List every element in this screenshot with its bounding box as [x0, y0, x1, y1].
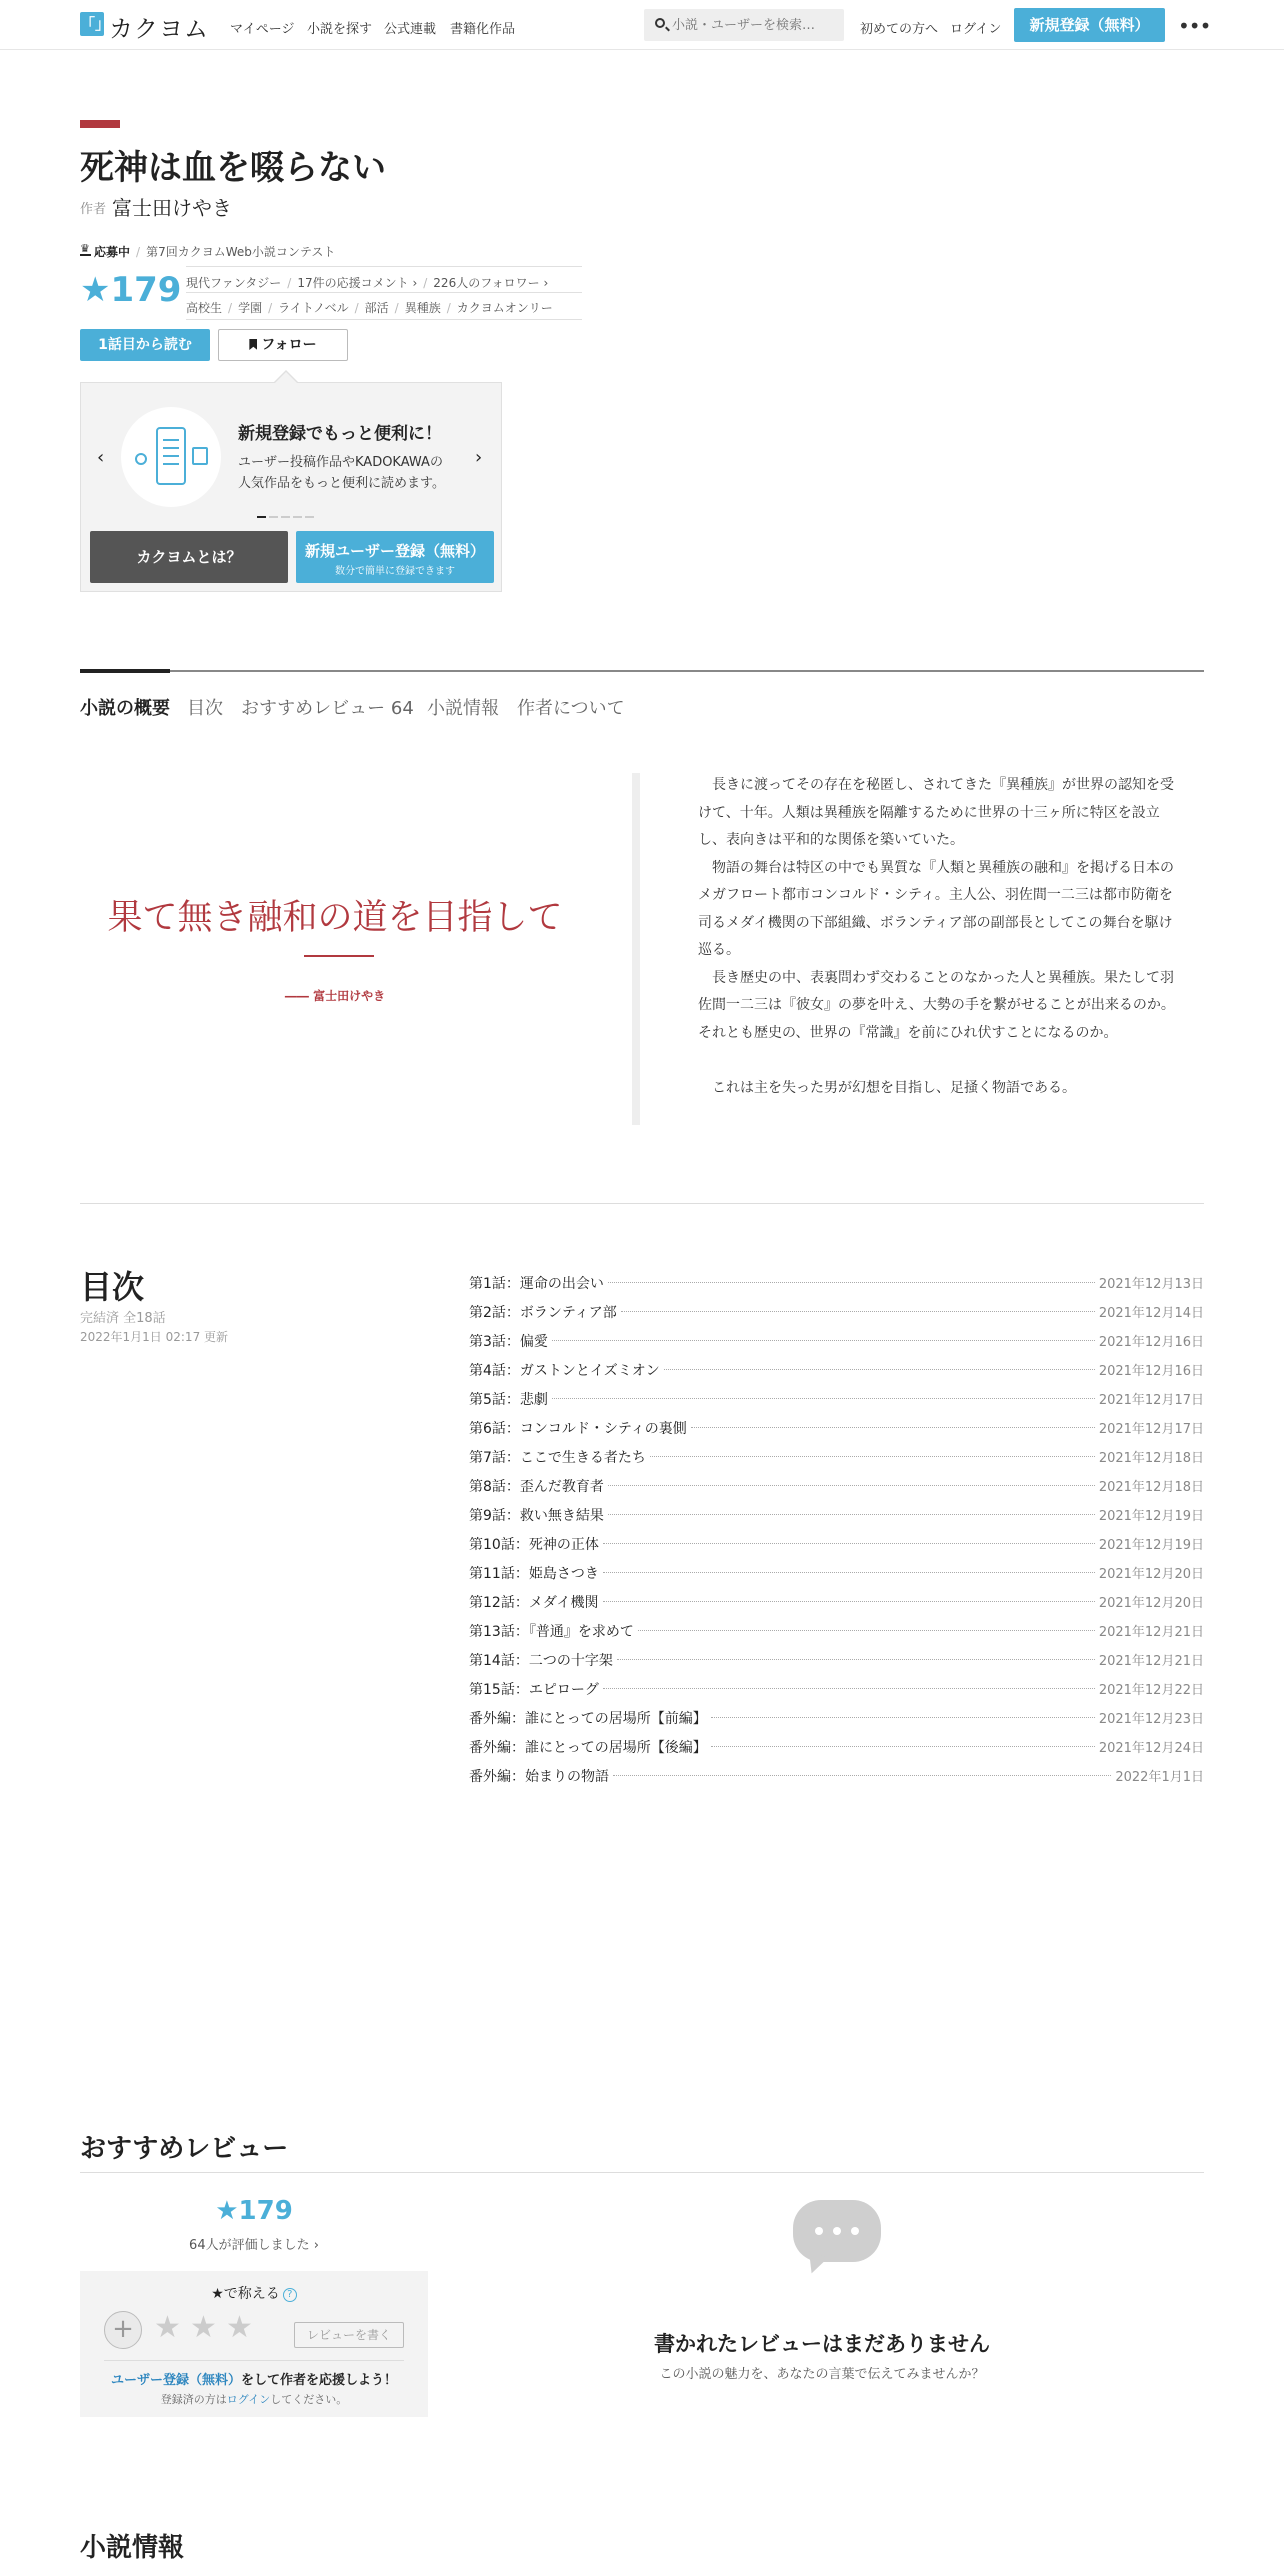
tag-link[interactable]: ライトノベル [278, 301, 349, 315]
toc-episode[interactable] [469, 1471, 1204, 1500]
contest-link[interactable]: 第7回カクヨムWeb小説コンテスト [146, 245, 336, 259]
leader-dots [638, 1630, 1095, 1631]
bubble-dot [851, 2227, 859, 2235]
novel-info-title: 小説情報 [80, 2533, 185, 2563]
promo-pointer-inner [274, 372, 298, 384]
leader-dots [603, 1543, 1095, 1544]
write-review-button[interactable]: レビューを書く [294, 2322, 404, 2348]
star-score[interactable]: ★179 [80, 270, 182, 310]
leader-dots [664, 1369, 1095, 1370]
toc-episode[interactable] [469, 1558, 1204, 1587]
separator: / [228, 301, 233, 315]
episode-title: 第4話：ガストンとイズミオン [469, 1360, 662, 1380]
episode-date: 2021年12月18日 [1098, 1480, 1204, 1495]
tab-overview[interactable]: 小説の概要 [80, 698, 170, 719]
chevron-right-icon[interactable]: › [475, 447, 483, 468]
praise-label [80, 2283, 428, 2303]
episode-title: 第3話：偏愛 [469, 1331, 550, 1351]
separator: / [287, 276, 292, 290]
tab-reviews[interactable]: おすすめレビュー 64 [241, 698, 414, 719]
separator: / [354, 301, 359, 315]
episode-title: 第6話：コンコルド・シティの裏側 [469, 1418, 689, 1438]
episode-date: 2021年12月21日 [1098, 1654, 1204, 1669]
read-first-episode-button[interactable]: 1話目から読む [80, 329, 210, 361]
separator: / [268, 301, 273, 315]
star-icon[interactable]: ★ [226, 2310, 253, 2345]
episode-date: 2021年12月17日 [1098, 1422, 1204, 1437]
crown-icon [80, 247, 91, 256]
leader-dots [608, 1485, 1095, 1486]
promo-signup-sublabel: 数分で簡単に登録できます [335, 566, 455, 577]
separator: / [136, 245, 141, 259]
carousel-dot[interactable] [305, 516, 314, 518]
site-header [0, 0, 1284, 50]
toc-list [469, 1268, 1204, 1790]
episode-date: 2021年12月13日 [1098, 1277, 1204, 1292]
phone-icon [156, 427, 186, 485]
divider [186, 319, 582, 320]
nav-mypage[interactable]: マイページ [230, 22, 295, 37]
signup-button[interactable]: 新規登録（無料） [1014, 8, 1165, 42]
episode-date: 2021年12月19日 [1098, 1509, 1204, 1524]
toc-episode[interactable] [469, 1326, 1204, 1355]
leader-dots [650, 1456, 1095, 1457]
title-accent-bar [80, 120, 120, 128]
leader-dots [603, 1601, 1095, 1602]
review-login-link[interactable]: ログイン [226, 2393, 271, 2406]
leader-dots [608, 1282, 1095, 1283]
work-title[interactable]: 死神は血を啜らない [80, 148, 386, 188]
episode-date: 2021年12月16日 [1098, 1335, 1204, 1350]
review-cta-text: をして作者を応援しよう！ [241, 2373, 398, 2388]
episode-title: 第15話：エピローグ [469, 1679, 601, 1699]
leader-dots [552, 1340, 1095, 1341]
toc-episode[interactable] [469, 1587, 1204, 1616]
episode-title: 第10話：死神の正体 [469, 1534, 601, 1554]
toc-updated: 2022年1月1日 02:17 更新 [80, 1330, 229, 1344]
toc-status: 完結済 全18話 [80, 1311, 166, 1326]
meta-row [186, 274, 548, 291]
episode-title: 番外編：誰にとっての居場所【前編】 [469, 1708, 709, 1728]
catchphrase-divider [304, 955, 374, 957]
leader-dots [552, 1398, 1095, 1399]
episode-title: 第9話：救い無き結果 [469, 1505, 606, 1525]
contest-row [80, 243, 335, 260]
review-count-label: 64人が評価しました [189, 2238, 310, 2253]
episode-date: 2021年12月23日 [1098, 1712, 1204, 1727]
genre-link[interactable]: 現代ファンタジー [186, 276, 282, 290]
toc-episode[interactable] [469, 1529, 1204, 1558]
leader-dots [711, 1746, 1095, 1747]
toc-episode[interactable] [469, 1674, 1204, 1703]
leader-dots [617, 1659, 1095, 1660]
login-prompt [80, 2391, 428, 2407]
toc-title: 目次 [80, 1268, 145, 1306]
carousel-dot[interactable] [269, 516, 278, 518]
toc-episode[interactable] [469, 1616, 1204, 1645]
leader-dots [613, 1775, 1111, 1776]
plus-icon[interactable]: + [104, 2311, 142, 2349]
tag-link[interactable]: 部活 [364, 301, 389, 315]
author-label: 作者 [80, 202, 107, 217]
episode-date: 2021年12月18日 [1098, 1451, 1204, 1466]
introduction-text [698, 772, 1180, 1102]
tab-novel-info[interactable]: 小説情報 [427, 698, 499, 719]
comments-link[interactable]: 17件の応援コメント [297, 276, 409, 290]
carousel-dots [257, 516, 317, 520]
episode-date: 2022年1月1日 [1115, 1770, 1204, 1785]
episode-title: 第12話：メダイ機関 [469, 1592, 601, 1612]
user-signup-link[interactable]: ユーザー登録（無料） [110, 2373, 241, 2388]
episode-date: 2021年12月17日 [1098, 1393, 1204, 1408]
followers-link[interactable]: 226人のフォロワー [433, 276, 540, 290]
leader-dots [691, 1427, 1095, 1428]
episode-title: 番外編：誰にとっての居場所【後編】 [469, 1737, 709, 1757]
episode-title: 番外編：始まりの物語 [469, 1766, 611, 1786]
toc-episode[interactable] [469, 1384, 1204, 1413]
episode-date: 2021年12月20日 [1098, 1567, 1204, 1582]
intro-paragraph: 長き歴史の中、表裏問わず交わることのなかった人と異種族。果たして羽佐間一二三は『彼女』の夢を叶え、大勢の手を繋がせることが出来るのか。それとも歴史の、世界の『常識』を前にひれ伏すことになるのか。 [698, 969, 1175, 1041]
separator: / [423, 276, 428, 290]
promo-text: 人気作品をもっと便利に読めます。 [238, 476, 445, 491]
no-review-subtitle: この小説の魅力を、あなたの言葉で伝えてみませんか？ [659, 2367, 985, 2382]
toc-episode[interactable] [469, 1500, 1204, 1529]
bookmark-plus-icon [249, 339, 257, 350]
review-cta [80, 2369, 428, 2388]
leader-dots [603, 1688, 1095, 1689]
episode-title: 第8話：歪んだ教育者 [469, 1476, 606, 1496]
chevron-right-icon: › [313, 2238, 319, 2253]
nav-published-works[interactable]: 書籍化作品 [450, 22, 516, 37]
search-icon [655, 18, 665, 28]
separator: / [446, 301, 451, 315]
logo-mark[interactable]: 「」 [80, 12, 104, 36]
leader-dots [603, 1572, 1095, 1573]
reviews-title: おすすめレビュー [80, 2134, 289, 2164]
toc-episode[interactable] [469, 1645, 1204, 1674]
tag-row [186, 299, 553, 316]
no-review-title: 書かれたレビューはまだありません [654, 2332, 990, 2356]
toc-episode[interactable] [469, 1297, 1204, 1326]
episode-date: 2021年12月19日 [1098, 1538, 1204, 1553]
tab-about-author[interactable]: 作者について [517, 698, 625, 719]
episode-title: 第11話：姫島さつき [469, 1563, 601, 1583]
tag-link[interactable]: 学園 [238, 301, 263, 315]
leader-dots [711, 1717, 1095, 1718]
episode-date: 2021年12月22日 [1098, 1683, 1204, 1698]
episode-date: 2021年12月16日 [1098, 1364, 1204, 1379]
speech-bubble-icon [793, 2200, 881, 2262]
divider [186, 292, 582, 293]
intro-paragraph: これは主を失った男が幻想を目指し、足掻く物語である。 [712, 1079, 1076, 1096]
chevron-left-icon[interactable]: ‹ [97, 447, 105, 468]
leader-dots [621, 1311, 1095, 1312]
tab-toc[interactable]: 目次 [187, 698, 223, 719]
login-prompt-pre: 登録済の方は [160, 2393, 227, 2406]
tag-link[interactable]: 異種族 [404, 301, 441, 315]
active-tab-indicator [80, 669, 170, 673]
about-kakuyomu-button[interactable]: カクヨムとは？ [90, 531, 288, 583]
follow-label: フォロー [261, 337, 317, 353]
divider [104, 2360, 404, 2361]
promo-illustration [121, 407, 221, 507]
search-input[interactable] [672, 9, 840, 41]
author-name[interactable]: 富士田けやき [112, 196, 232, 220]
leader-dots [608, 1514, 1095, 1515]
follow-button[interactable] [218, 329, 348, 361]
tabs-divider [80, 670, 1204, 672]
episode-title: 第13話：『普通』を求めて [469, 1621, 636, 1641]
toc-episode[interactable] [469, 1732, 1204, 1761]
episode-title: 第14話：二つの十字架 [469, 1650, 615, 1670]
toc-episode[interactable] [469, 1268, 1204, 1297]
episode-title: 第7話：ここで生きる者たち [469, 1447, 648, 1467]
review-score: ★179 [215, 2196, 293, 2226]
episode-date: 2021年12月24日 [1098, 1741, 1204, 1756]
star-icon[interactable]: ★ [190, 2310, 217, 2345]
toc-episode[interactable] [469, 1703, 1204, 1732]
episode-date: 2021年12月14日 [1098, 1306, 1204, 1321]
toc-episode[interactable] [469, 1355, 1204, 1384]
toc-episode[interactable] [469, 1442, 1204, 1471]
divider [186, 266, 582, 267]
tag-link[interactable]: 高校生 [186, 301, 223, 315]
login-prompt-post: してください。 [270, 2393, 348, 2406]
praise-text: ★で称える [211, 2286, 280, 2302]
logo-text[interactable]: カクヨム [109, 15, 209, 43]
book-icon [192, 447, 208, 465]
person-icon [135, 453, 147, 465]
section-divider [80, 1203, 1204, 1204]
more-menu-icon[interactable]: ••• [1178, 14, 1211, 38]
episode-date: 2021年12月20日 [1098, 1596, 1204, 1611]
episode-title: 第5話：悲劇 [469, 1389, 550, 1409]
first-time-link[interactable]: 初めての方へ [860, 22, 939, 37]
help-icon[interactable]: ? [283, 2288, 297, 2302]
bubble-dot [815, 2227, 823, 2235]
login-link[interactable]: ログイン [950, 22, 1002, 37]
catchphrase-author: ―― 富士田けやき [284, 989, 386, 1003]
section-divider [80, 2172, 1204, 2173]
carousel-dot[interactable] [257, 516, 266, 518]
review-count[interactable] [80, 2234, 428, 2253]
promo-signup-button[interactable] [296, 531, 494, 583]
promo-text: ユーザー投稿作品やKADOKAWAの [238, 455, 443, 470]
carousel-dot[interactable] [281, 516, 290, 518]
episode-title: 第2話：ボランティア部 [469, 1302, 619, 1322]
promo-heading: 新規登録でもっと便利に！ [238, 424, 442, 444]
contest-badge: 応募中 [94, 245, 131, 259]
signup-promo-box [80, 382, 502, 592]
intro-paragraph: 物語の舞台は特区の中でも異質な『人類と異種族の融和』を掲げる日本のメガフロート都市コンコルド・シティ。主人公、羽佐間一二三は都市防衛を司るメダイ機関の下部組織、ボランティア部の副部長としてこの舞台を駆け巡る。 [698, 859, 1174, 958]
separator: / [394, 301, 399, 315]
search-box[interactable] [644, 9, 844, 41]
toc-episode[interactable] [469, 1413, 1204, 1442]
rating-box [80, 2271, 428, 2417]
toc-episode[interactable] [469, 1761, 1204, 1790]
star-icon[interactable]: ★ [154, 2310, 181, 2345]
intro-paragraph: 長きに渡ってその存在を秘匿し、されてきた『異種族』が世界の認知を受けて、十年。人類は異種族を隔離するために世界の十三ヶ所に特区を設立し、表向きは平和的な関係を築いていた。 [698, 777, 1174, 848]
nav-search-novels[interactable]: 小説を探す [307, 22, 373, 37]
introduction-bar [632, 773, 640, 1125]
nav-official-series[interactable]: 公式連載 [384, 22, 437, 37]
episode-title: 第1話：運命の出会い [469, 1273, 606, 1293]
episode-date: 2021年12月21日 [1098, 1625, 1204, 1640]
promo-signup-label: 新規ユーザー登録（無料） [304, 542, 485, 560]
chevron-right-icon: › [412, 276, 418, 290]
chevron-right-icon: › [543, 276, 549, 290]
bubble-dot [833, 2227, 841, 2235]
tag-link[interactable]: カクヨムオンリー [456, 301, 553, 315]
catchphrase: 果て無き融和の道を目指して [107, 898, 563, 938]
carousel-dot[interactable] [293, 516, 302, 518]
